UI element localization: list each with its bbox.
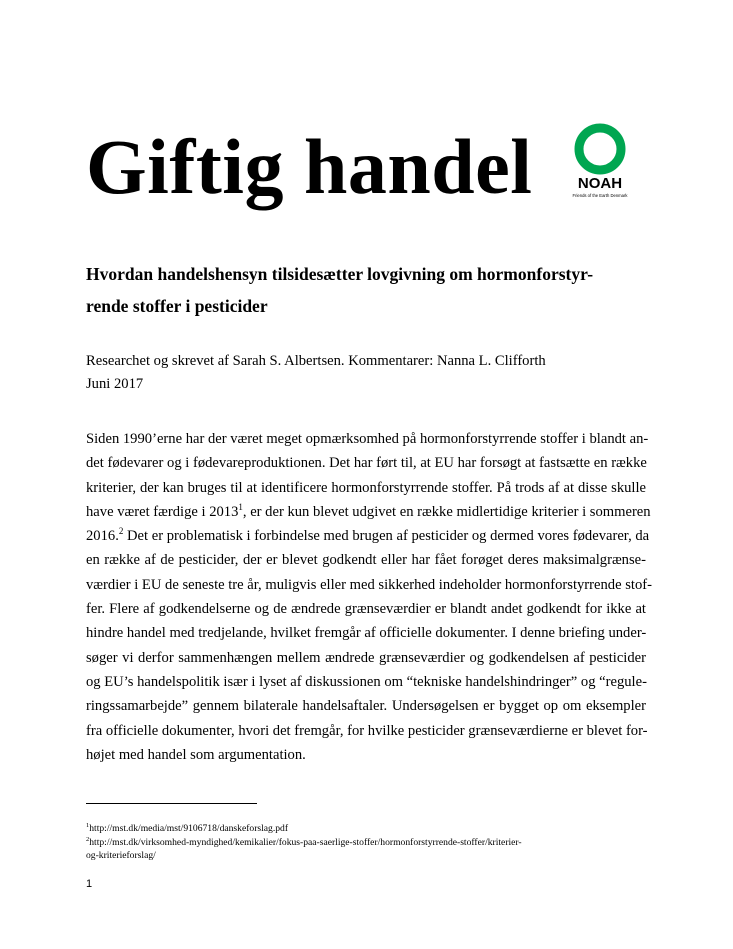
noah-logo-text: NOAH (577, 175, 623, 192)
footnote-marker: 2 (86, 835, 90, 843)
footnote-divider (86, 803, 257, 804)
body-text-segment: 2016. (86, 528, 119, 545)
noah-logo (566, 122, 634, 204)
body-line: fer. Flere af godkendelserne og de ændrede grænseværdier er blandt andet godkendt for ikke at (86, 601, 646, 618)
footnote-marker: 1 (86, 822, 90, 829)
body-text-segment: have været færdige i 2013 (86, 503, 239, 520)
byline (86, 350, 546, 396)
body-line: fra officielle dokumenter, hvori det fremgår, for hvilke pesticider grænseværdierne er blevet for- (86, 722, 648, 739)
document-title: Giftig handel (86, 123, 533, 210)
authors: Researchet og skrevet af Sarah S. Albertsen. Kommentarer: Nanna L. Clifforth (86, 353, 546, 369)
footnote-1 (86, 822, 646, 836)
date: Juni 2017 (86, 376, 144, 392)
body-text-segment: , er der kun blevet udgivet en række midlertidige kriterier i sommeren (242, 503, 651, 520)
body-text-segment: Det er problematisk i forbindelse med brugen af pesticider og dermed vores fødevarer, da (123, 528, 650, 545)
body-line: højet med handel som argumentation. (86, 746, 306, 763)
body-line: søger vi derfor sammenhængen mellem ændrede grænseværdier og godkendelsen af pesticider (86, 649, 646, 666)
noah-logo-ring (579, 128, 621, 170)
subtitle-line: Hvordan handelshensyn tilsidesætter lovgivning om hormonforstyr- (86, 264, 594, 284)
page-number: 1 (86, 878, 93, 890)
footnote-link[interactable]: og-kriterieforslag/ (86, 850, 156, 861)
footnote-ref-2: 2 (118, 526, 124, 537)
body-paragraph (86, 427, 652, 767)
body-line: hindre handel med tredjelande, hvilket fremgår af officielle dokumenter. I denne briefing under- (86, 625, 647, 642)
body-line: Siden 1990’erne har der været meget opmærksomhed på hormonforstyrrende stoffer i blandt an- (86, 431, 649, 447)
body-line: værdier i EU de seneste tre år, muligvis eller med sikkerhed indeholder hormonforstyrrende stof- (86, 576, 652, 593)
document-subtitle (86, 258, 646, 322)
noah-logo-tagline: Friends of the Earth Denmark (572, 193, 628, 198)
body-line: og EU’s handelspolitik især i lyset af diskussionen om “tekniske handelshindringer” og “regule- (86, 673, 647, 690)
body-line: en række af de pesticider, der er blevet godkendt eller har fået forøget deres maksimalgrænse- (86, 552, 646, 569)
footnote-link[interactable]: http://mst.dk/virksomhed-myndighed/kemikalier/fokus-paa-saerlige-stoffer/hormonforstyrrende-stoffer/kriterier- (89, 836, 522, 848)
subtitle-line: rende stoffer i pesticider (86, 296, 268, 316)
footnote-ref-1: 1 (238, 501, 243, 512)
body-line: kriterier, der kan bruges til at identificere hormonforstyrrende stoffer. På trods af at disse skulle (86, 479, 646, 496)
body-line (86, 524, 650, 548)
body-line: det fødevarer og i fødevareproduktionen. Det har ført til, at EU har forsøgt at fastsætte en række (86, 455, 647, 472)
footnote-link[interactable]: http://mst.dk/media/mst/9106718/danskeforslag.pdf (89, 823, 289, 834)
footnotes (86, 822, 646, 863)
body-line: ringssamarbejde” gennem bilaterale handelsaftaler. Undersøgelsen er bygget op om eksempler (86, 698, 646, 715)
body-line (86, 500, 651, 524)
footnote-2-continued (86, 849, 646, 863)
footnote-2 (86, 836, 646, 850)
